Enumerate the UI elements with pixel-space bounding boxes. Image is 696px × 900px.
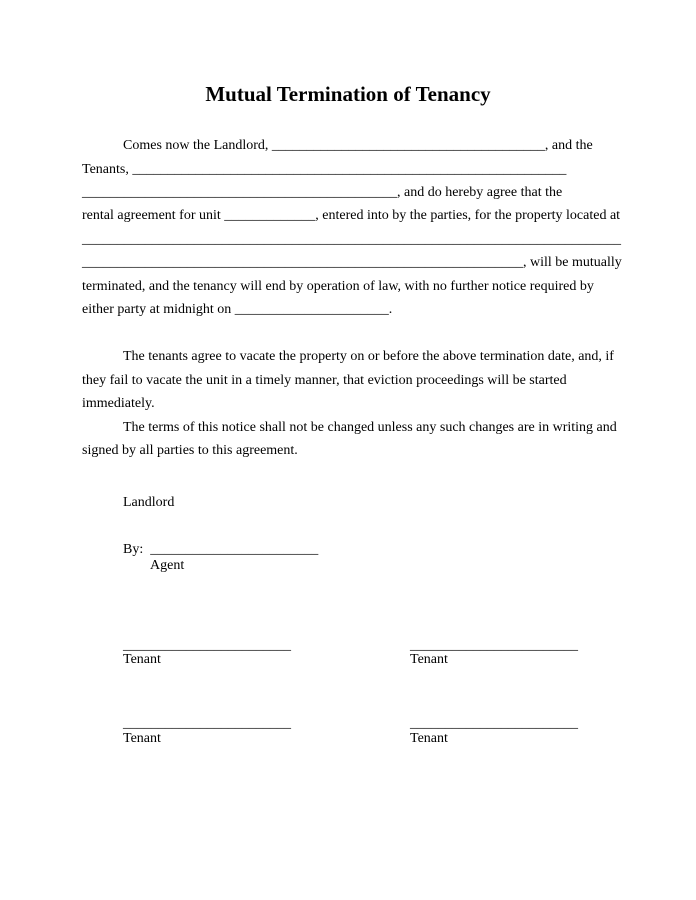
paragraph3-line-2: signed by all parties to this agreement. bbox=[82, 443, 298, 458]
paragraph1-line-8: either party at midnight on ______________________. bbox=[82, 302, 393, 317]
tenant-label-3: Tenant bbox=[123, 731, 161, 746]
paragraph1-line-1: Comes now the Landlord, _______________________________________, and the bbox=[123, 138, 593, 153]
paragraph1-line-6: _______________________________________________________________, will be mutually bbox=[82, 255, 622, 270]
landlord-by-line: By: ________________________ bbox=[123, 542, 319, 557]
paragraph2-line-1: The tenants agree to vacate the property on or before the above termination date, and, if bbox=[123, 349, 614, 364]
agent-label: Agent bbox=[150, 558, 185, 573]
tenant-signature-line-3: ________________________ bbox=[123, 716, 291, 731]
paragraph1-line-3: _____________________________________________, and do hereby agree that the bbox=[82, 185, 563, 200]
tenant-signature-line-4: ________________________ bbox=[410, 716, 578, 731]
tenant-signature-line-1: ________________________ bbox=[123, 638, 291, 653]
tenant-signature-line-2: ________________________ bbox=[410, 638, 578, 653]
paragraph2-line-3: immediately. bbox=[82, 396, 155, 411]
document-title: Mutual Termination of Tenancy bbox=[205, 82, 491, 106]
paragraph1-line-5: _____________________________________________________________________________ bbox=[82, 232, 621, 247]
paragraph1-line-2: Tenants, ______________________________________________________________ bbox=[82, 162, 567, 177]
paragraph1-line-7: terminated, and the tenancy will end by operation of law, with no further notice required by bbox=[82, 279, 594, 294]
paragraph3-line-1: The terms of this notice shall not be changed unless any such changes are in writing and bbox=[123, 420, 617, 435]
tenant-label-2: Tenant bbox=[410, 652, 448, 667]
paragraph2-line-2: they fail to vacate the unit in a timely manner, that eviction proceedings will be started bbox=[82, 373, 567, 388]
landlord-label: Landlord bbox=[123, 495, 175, 510]
tenant-label-1: Tenant bbox=[123, 652, 161, 667]
tenant-label-4: Tenant bbox=[410, 731, 448, 746]
paragraph1-line-4: rental agreement for unit _____________, entered into by the parties, for the property located at bbox=[82, 208, 621, 223]
